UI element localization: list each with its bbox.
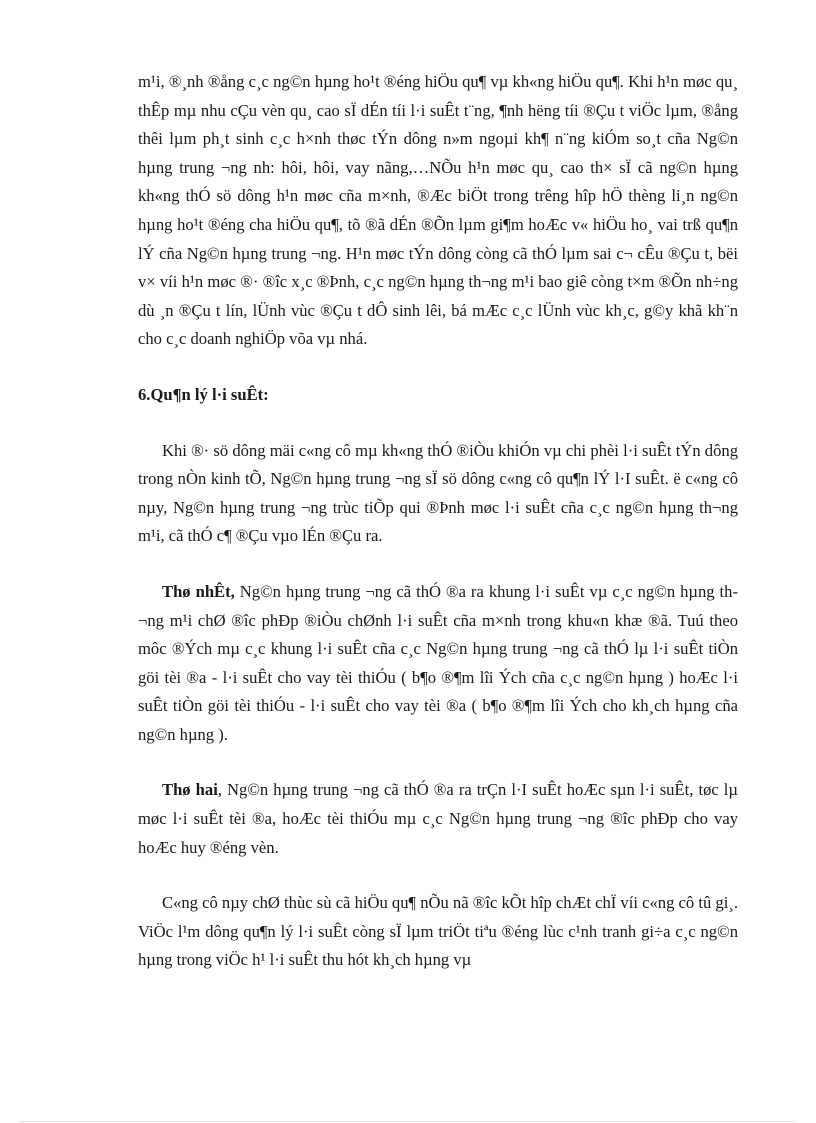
paragraph-credit-limit: m¹i, ®¸nh ®ång c¸c ng©n hµng ho¹t ®éng hiÖu qu¶ vµ kh«ng hiÖu qu¶. Khi h¹n møc qu¸ thÊp mµ nhu cÇu vèn qu¸ cao sÏ dÉn tíi l·i suÊt t¨ng, ¶nh hëng tíi ®Çu t viÖc lµm, ®ång thêi lµm ph¸t sinh c¸c h×nh thøc tÝn dông n»m ngoµi kh¶ n¨ng kiÓm so¸t cña Ng©n hµng trung ¬ng nh: hôi, hôi, vay nãng,…NÕu h¹n møc qu¸ cao th× sÏ cã ng©n hµng kh«ng thÓ sö dông h¹n møc cña m×nh, ®Æc biÖt trong trêng hîp hÖ thèng li¸n ng©n hµng ho¹t ®éng cha hiÖu qu¶, tõ ®ã dÉn ®Õn lµm gi¶m hoÆc v« hiÖu ho¸ vai trß qu¶n lÝ cña Ng©n hµng trung ¬ng. H¹n møc tÝn dông còng cã thÓ lµm sai c¬ cÊu ®Çu t, bëi v× víi h¹n møc ®· ®îc x¸c ®Þnh, c¸c ng©n hµng th¬ng m¹i bao giê còng t×m ®Õn nh÷ng dù ¸n ®Çu t lín, lÜnh vùc ®Çu t dÔ sinh lêi, bá mÆc c¸c lÜnh vùc kh¸c, g©y khã kh¨n cho c¸c doanh nghiÖp võa vµ nhá. — [138, 72, 738, 349]
first-point-text: Ng©n hµng trung ¬ng cã thÓ ®a ra khung l·i suÊt vµ c¸c ng©n hµng th¬ng m¹i chØ ®îc phÐp ®iÒu chØnh l·i suÊt cña m×nh trong khu«n khæ ®ã. Tuú theo môc ®Ých mµ c¸c khung l·i suÊt cña c¸c Ng©n hµng trung ¬ng cã thÓ lµ l·i suÊt tiÒn göi tèi ®a - l·i suÊt cho vay tèi thiÓu ( b¶o ®¶m lîi Ých cña c¸c ng©n hµng ) hoÆc l·i suÊt tiÒn göi tèi thiÓu - l·i suÊt cho vay tèi ®a ( b¶o ®¶m lîi Ých cho kh¸ch hµng cña ng©n hµng ). — [138, 581, 738, 744]
section-heading: 6.Qu¶n lý l·i suÊt: — [138, 384, 269, 404]
first-point-lead: Thø nhÊt, — [162, 581, 235, 601]
paragraph-interest-management: Khi ®· sö dông mäi c«ng cô mµ kh«ng thÓ ®iÒu khiÓn vµ chi phèi l·i suÊt tÝn dông trong nÒn kinh tÕ, Ng©n hµng trung ¬ng sÏ sö dông c«ng cô qu¶n lÝ l·I suÊt. ë c«ng cô nµy, Ng©n hµng trung ¬ng trùc tiÕp qui ®Þnh møc l·i suÊt cña c¸c ng©n hµng th¬ng m¹i, cã thÓ c¶ ®Çu vµo lÉn ®Çu ra. — [138, 440, 738, 546]
second-point-text: , Ng©n hµng trung ¬ng cã thÓ ®a ra trÇn l·I suÊt hoÆc sµn l·i suÊt, tøc lµ møc l·i suÊt tèi ®a, hoÆc tèi thiÓu mµ c¸c Ng©n hµng trung ¬ng ®îc phÐp cho vay hoÆc huy ®éng vèn. — [138, 780, 738, 857]
document-body — [138, 68, 738, 975]
paragraph-first-point — [138, 578, 738, 750]
paragraph-second-point — [138, 776, 738, 862]
second-point-lead: Thø hai — [162, 780, 218, 800]
paragraph-conclusion: C«ng cô nµy chØ thùc sù cã hiÖu qu¶ nÕu nã ®îc kÕt hîp chÆt chÏ víi c«ng cô tû gi¸. ViÖc l¹m dông qu¶n lý l·i suÊt còng sÏ lµm triÖt tiªu ®éng lùc c¹nh tranh gi÷a c¸c ng©n hµng trong viÖc h¹ l·i suÊt thu hót kh¸ch hµng vµ — [138, 893, 738, 970]
page-bottom-rule — [20, 1121, 796, 1122]
